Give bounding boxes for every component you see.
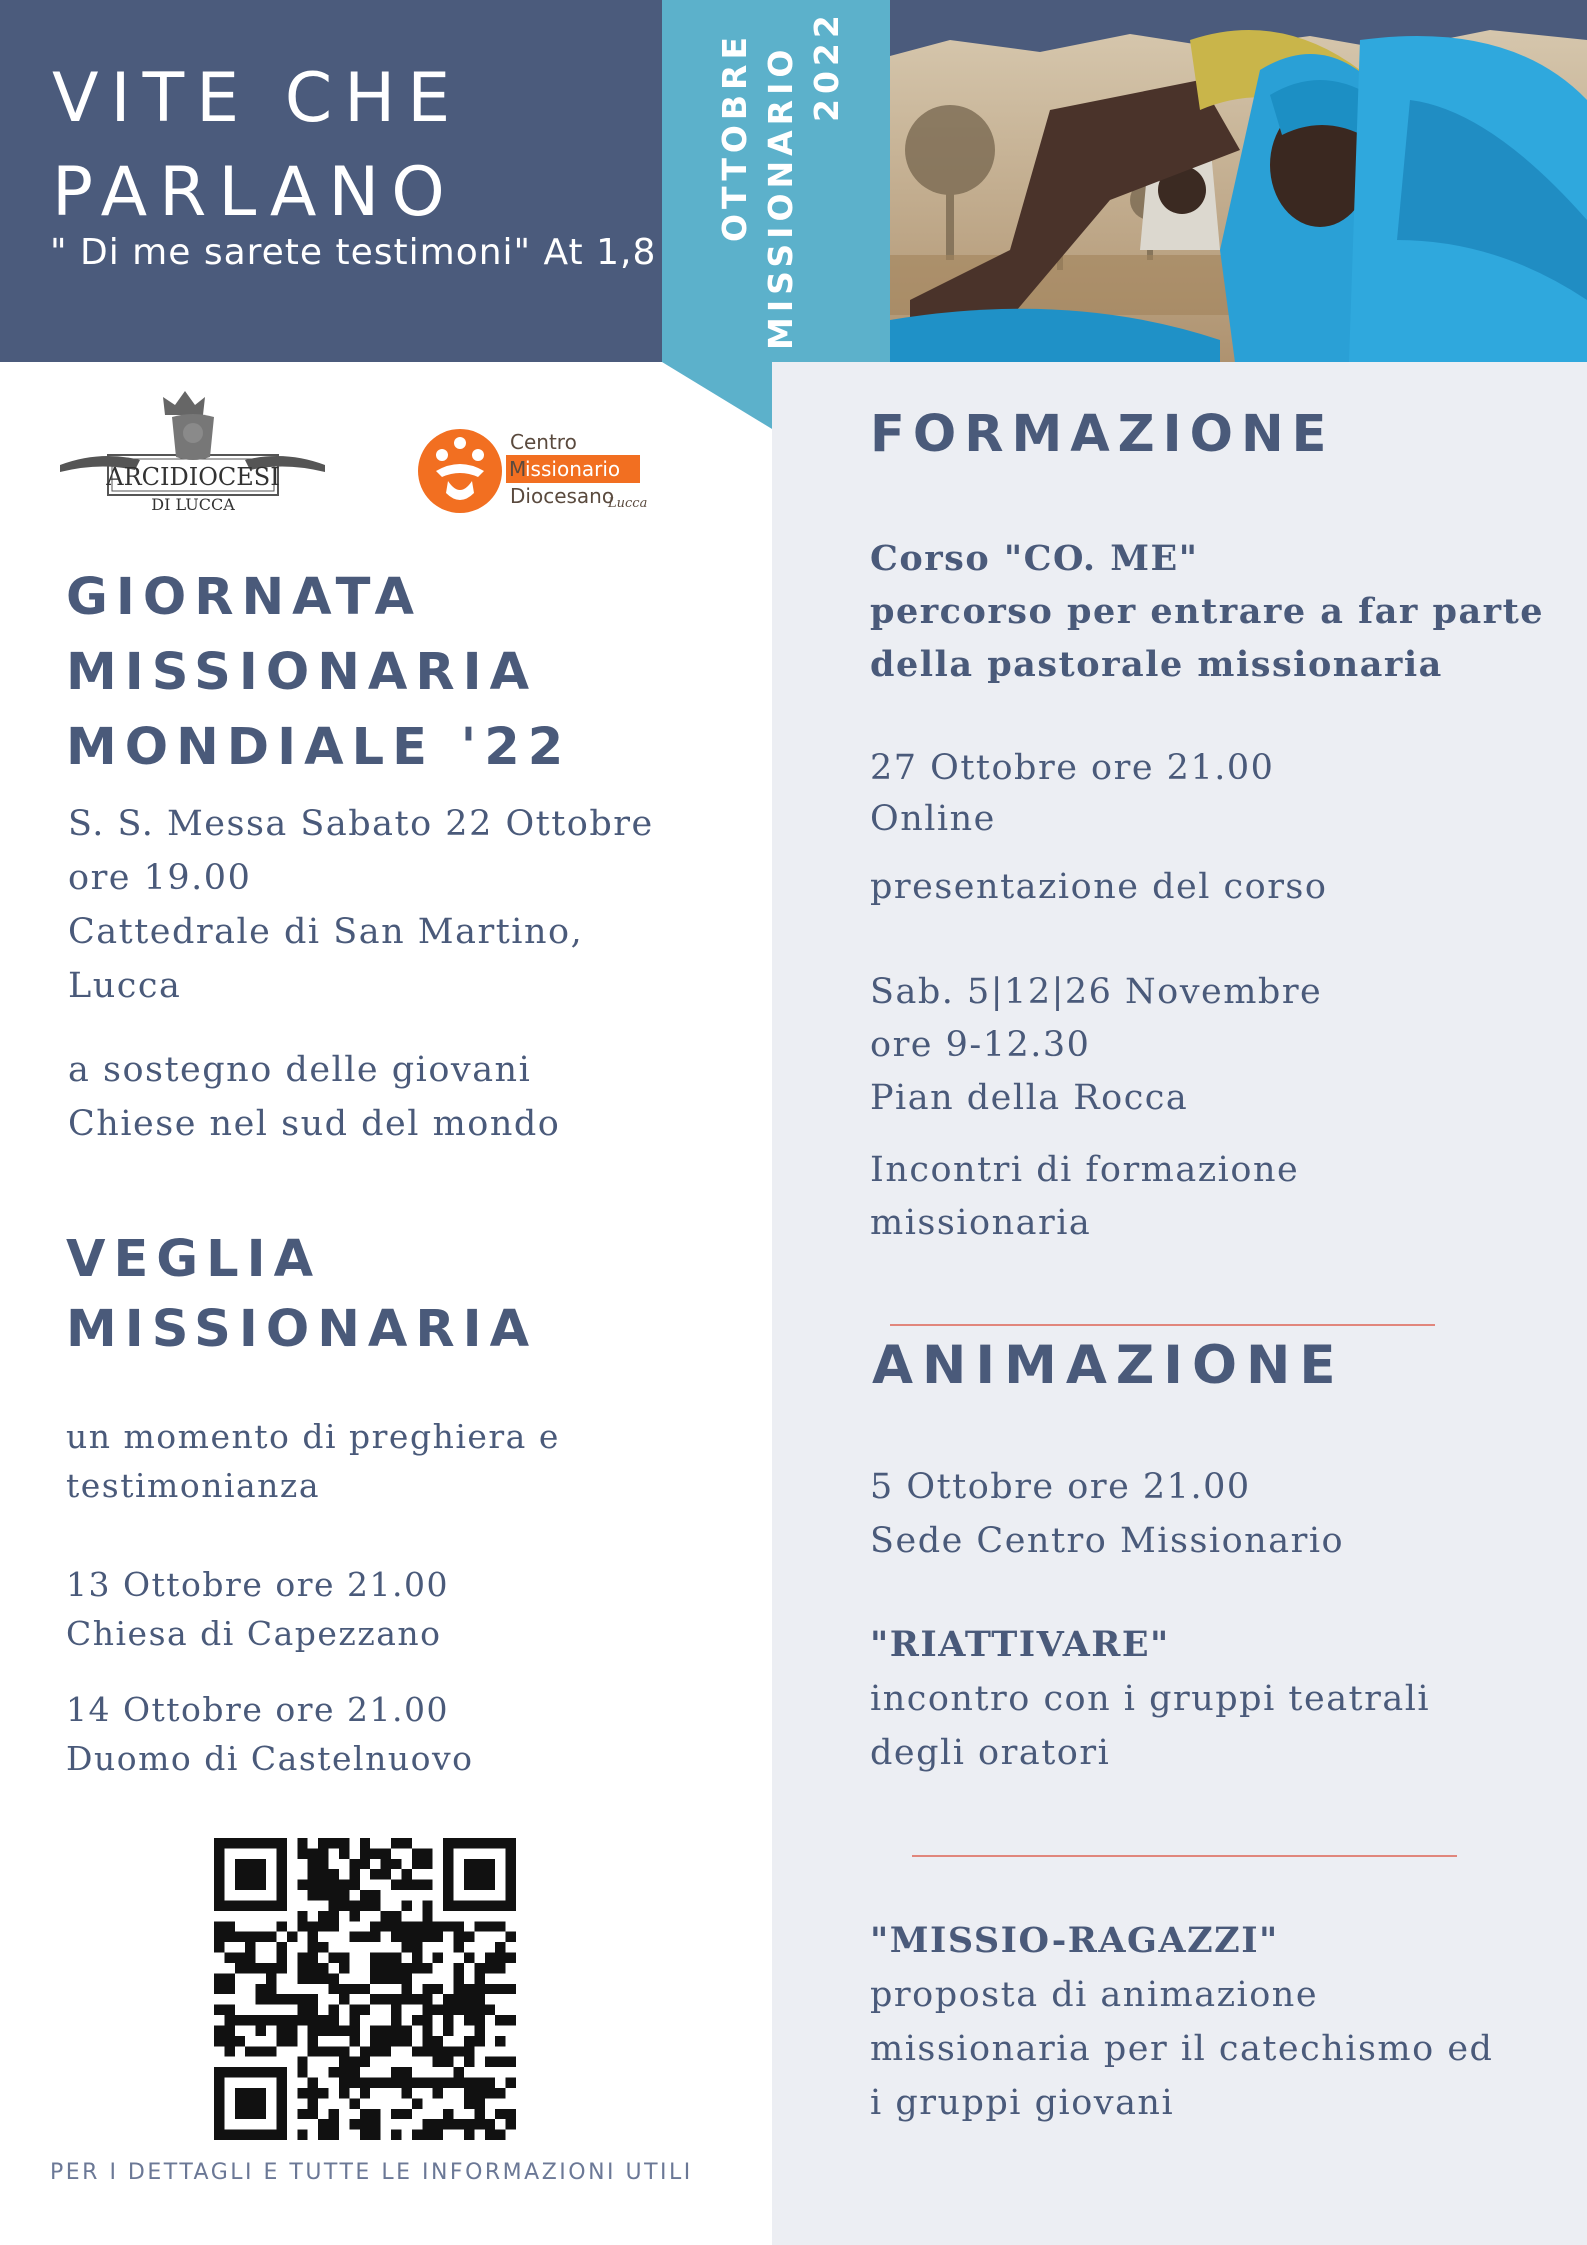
- veglia-heading: [66, 1225, 537, 1365]
- qr-caption: PER I DETTAGLI E TUTTE LE INFORMAZIONI UTILI: [50, 2160, 693, 2185]
- text-line: Chiese nel sud del mondo: [68, 1104, 561, 1144]
- text-line: Pian della Rocca: [870, 1078, 1189, 1118]
- veglia-event: [66, 1685, 474, 1783]
- ribbon-text: [690, 0, 865, 360]
- text-line: testimonianza: [66, 1466, 320, 1505]
- text-line: missionaria per il catechismo ed: [870, 2029, 1494, 2069]
- text-line: 5 Ottobre ore 21.00: [870, 1467, 1251, 1507]
- ribbon-line: 2022: [807, 10, 846, 122]
- heading-line: GIORNATA: [66, 568, 422, 627]
- text-line: Sede Centro Missionario: [870, 1521, 1345, 1561]
- animazione-missio-ragazzi: [870, 1914, 1493, 2130]
- text-line: S. S. Messa Sabato 22 Ottobre: [68, 804, 654, 844]
- heading-line: VEGLIA: [66, 1230, 322, 1289]
- title-line: PARLANO: [52, 153, 457, 232]
- formazione-corso: [870, 532, 1544, 691]
- heading-line: MONDIALE '22: [66, 718, 572, 777]
- logo-text: Centro: [510, 430, 577, 454]
- formazione-note: [870, 1144, 1299, 1250]
- arcidiocesi-lucca-logo: [50, 385, 335, 525]
- ribbon-line: MISSIONARIO: [761, 44, 800, 350]
- veglia-event: [66, 1560, 449, 1658]
- text-line: 13 Ottobre ore 21.00: [66, 1565, 449, 1604]
- text-line: 14 Ottobre ore 21.00: [66, 1690, 449, 1729]
- text-line: della pastorale missionaria: [870, 644, 1443, 685]
- qr-code[interactable]: [214, 1838, 516, 2140]
- formazione-heading: FORMAZIONE: [870, 405, 1335, 464]
- text-line: Lucca: [68, 966, 182, 1006]
- formazione-note: presentazione del corso: [870, 867, 1328, 907]
- giornata-heading: [66, 560, 571, 785]
- poster-subtitle: " Di me sarete testimoni" At 1,8: [50, 232, 657, 273]
- animazione-riattivare: [870, 1618, 1430, 1780]
- text-line: un momento di preghiera e: [66, 1417, 560, 1456]
- heading-line: MISSIONARIA: [66, 643, 538, 702]
- text-line: a sostegno delle giovani: [68, 1050, 532, 1090]
- logo-text: M: [509, 457, 527, 481]
- veglia-description: [66, 1412, 560, 1510]
- text-line: Cattedrale di San Martino,: [68, 912, 584, 952]
- logo-text: ARCIDIOCESI: [106, 463, 280, 491]
- animazione-event: [870, 1460, 1344, 1568]
- text-line: Chiesa di Capezzano: [66, 1614, 442, 1653]
- text-line: Corso "CO. ME": [870, 538, 1199, 579]
- logo-text: Diocesano: [510, 484, 615, 508]
- text-line: 27 Ottobre ore 21.00: [870, 748, 1275, 788]
- giornata-purpose: [68, 1043, 560, 1151]
- animazione-heading: ANIMAZIONE: [872, 1335, 1345, 1396]
- text-line: percorso per entrare a far parte: [870, 591, 1545, 632]
- text-line: incontro con i gruppi teatrali: [870, 1679, 1431, 1719]
- subsection-title: "RIATTIVARE": [870, 1624, 1170, 1665]
- text-line: degli oratori: [870, 1733, 1111, 1773]
- text-line: Sab. 5|12|26 Novembre: [870, 972, 1323, 1012]
- giornata-details: [68, 797, 654, 1013]
- text-line: ore 9-12.30: [870, 1025, 1091, 1065]
- poster-title: [52, 52, 652, 240]
- text-line: Online: [870, 799, 996, 839]
- formazione-event: [870, 966, 1322, 1125]
- logo-text: Lucca: [608, 496, 648, 511]
- header-photo: [890, 0, 1587, 420]
- section-divider: [890, 1324, 1435, 1326]
- heading-line: MISSIONARIA: [66, 1300, 538, 1359]
- formazione-event: [870, 743, 1274, 845]
- subsection-title: "MISSIO-RAGAZZI": [870, 1920, 1279, 1961]
- centro-missionario-logo: [418, 415, 648, 525]
- text-line: Duomo di Castelnuovo: [66, 1739, 474, 1778]
- text-line: i gruppi giovani: [870, 2083, 1175, 2123]
- text-line: missionaria: [870, 1203, 1092, 1243]
- text-line: proposta di animazione: [870, 1975, 1319, 2015]
- logo-text: issionario: [525, 457, 621, 481]
- text-line: ore 19.00: [68, 858, 252, 898]
- section-divider: [912, 1855, 1457, 1857]
- text-line: Incontri di formazione: [870, 1150, 1300, 1190]
- ribbon-line: OTTOBRE: [715, 32, 754, 242]
- logo-text: DI LUCCA: [151, 495, 235, 514]
- title-line: VITE CHE: [52, 59, 463, 138]
